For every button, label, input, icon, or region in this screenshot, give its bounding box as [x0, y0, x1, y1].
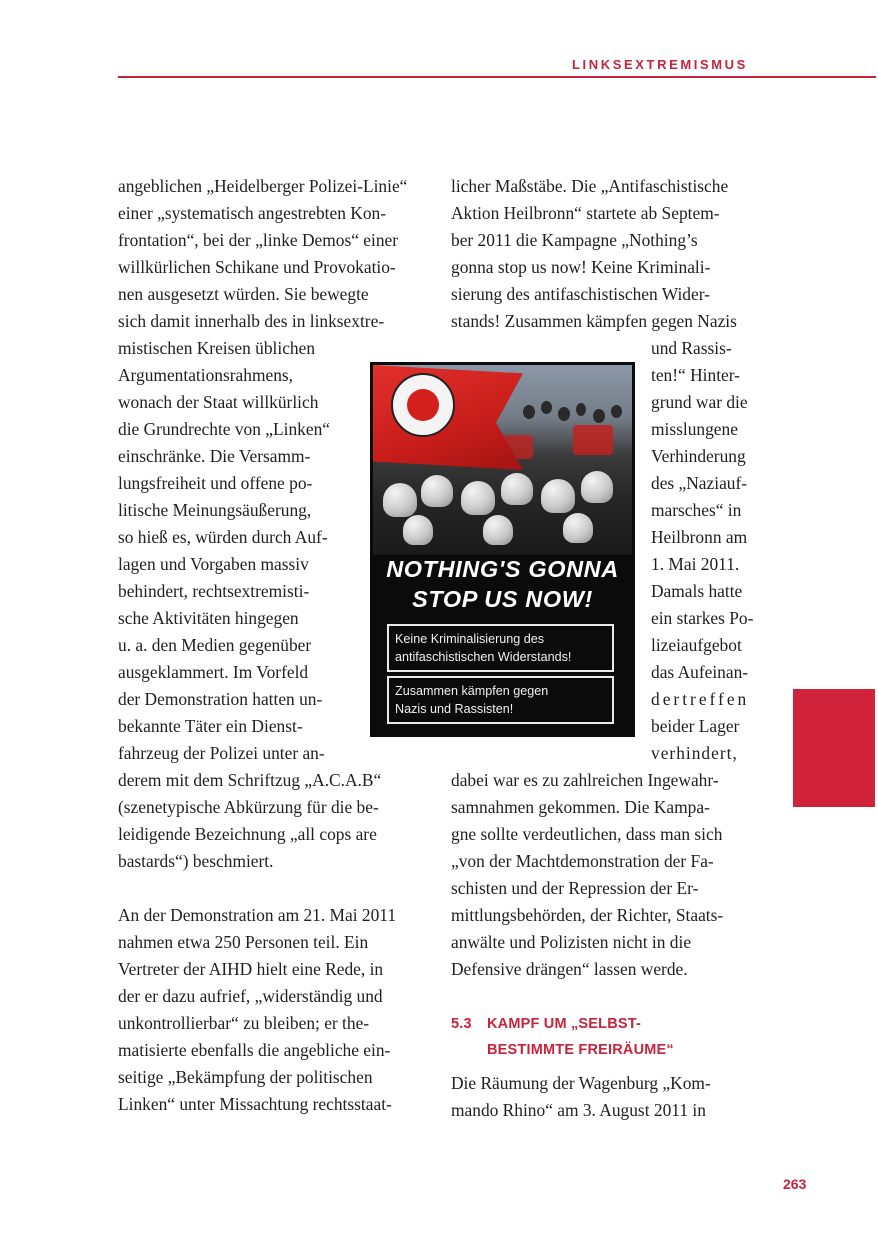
body-line: Vertreter der AIHD hielt eine Rede, in [118, 959, 384, 979]
section-heading-line: KAMPF UM „SELBST- [487, 1016, 642, 1032]
poster-photo [373, 365, 632, 555]
body-line: und Rassis- [651, 338, 732, 358]
body-line: Damals hatte [651, 581, 743, 601]
header-rule [118, 76, 876, 78]
body-line: anwälte und Polizisten nicht in die [451, 932, 692, 952]
body-line: angeblichen „Heidelberger Polizei-Linie“ [118, 176, 408, 196]
body-line: die Grundrechte von „Linken“ [118, 419, 330, 439]
body-line: licher Maßstäbe. Die „Antifaschistische [451, 176, 729, 196]
body-line: einer „systematisch angestrebten Kon- [118, 203, 387, 223]
body-line: der Demonstration hatten un- [118, 689, 323, 709]
section-heading-number: 5.3 [451, 1016, 472, 1032]
body-line: fahrzeug der Polizei unter an- [118, 743, 325, 763]
chapter-tab-marker [793, 689, 875, 807]
body-line: gonna stop us now! Keine Kriminali- [451, 257, 711, 277]
body-line: das Aufeinan- [651, 662, 749, 682]
body-line: bastards“) beschmiert. [118, 851, 274, 871]
body-line: lizeiaufgebot [651, 635, 742, 655]
body-line: des „Naziauf- [651, 473, 748, 493]
body-line: ein starkes Po- [651, 608, 754, 628]
body-line: wonach der Staat willkürlich [118, 392, 319, 412]
body-line: ausgeklammert. Im Vorfeld [118, 662, 309, 682]
body-line: marsches“ in [651, 500, 742, 520]
body-line: leidigende Bezeichnung „all cops are [118, 824, 377, 844]
body-line: ten!“ Hinter- [651, 365, 740, 385]
body-line: beider Lager [651, 716, 740, 736]
body-line: Die Räumung der Wagenburg „Kom- [451, 1073, 711, 1093]
body-line: Linken“ unter Missachtung rechtsstaat- [118, 1094, 392, 1114]
body-line: Aktion Heilbronn“ startete ab Septem- [451, 203, 720, 223]
body-line: samnahmen gekommen. Die Kampa- [451, 797, 710, 817]
body-line: schisten und der Repression der Er- [451, 878, 699, 898]
body-line: sche Aktivitäten hingegen [118, 608, 299, 628]
body-line: behindert, rechtsextremisti- [118, 581, 310, 601]
body-line: seitige „Bekämpfung der politischen [118, 1067, 373, 1087]
body-line: bekannte Täter ein Dienst- [118, 716, 303, 736]
poster-slogan-line: NOTHING'S GONNA [386, 556, 619, 582]
body-line: der er dazu aufrief, „widerständig und [118, 986, 383, 1006]
body-line: lagen und Vorgaben massiv [118, 554, 309, 574]
body-line: sierung des antifaschistischen Wider- [451, 284, 710, 304]
body-line: An der Demonstration am 21. Mai 2011 [118, 905, 397, 925]
poster-box-line: Keine Kriminalisierung des [395, 632, 545, 646]
body-line: litische Meinungsäußerung, [118, 500, 312, 520]
body-line: willkürlichen Schikane und Provokatio- [118, 257, 396, 277]
body-line: stands! Zusammen kämpfen gegen Nazis [451, 311, 737, 331]
page-number: 263 [783, 1176, 807, 1192]
body-line: (szenetypische Abkürzung für die be- [118, 797, 379, 817]
body-line: dertreffen [651, 689, 750, 709]
body-line: lungsfreiheit und offene po- [118, 473, 313, 493]
body-line: frontation“, bei der „linke Demos“ einer [118, 230, 399, 250]
poster-box-line: Zusammen kämpfen gegen [395, 684, 549, 698]
body-line: einschränke. Die Versamm- [118, 446, 311, 466]
poster-box-line: antifaschistischen Widerstands! [395, 650, 572, 664]
campaign-poster-image [370, 362, 635, 737]
body-line: Defensive drängen“ lassen werde. [451, 959, 688, 979]
body-line: Heilbronn am [651, 527, 748, 547]
poster-text-box [387, 676, 614, 724]
body-line: verhindert, [651, 743, 738, 763]
body-line: u. a. den Medien gegenüber [118, 635, 312, 655]
antifa-logo-icon [391, 373, 455, 437]
body-line: 1. Mai 2011. [651, 554, 740, 574]
body-line: „von der Machtdemonstration der Fa- [451, 851, 714, 871]
running-head-section-title: LINKSEXTREMISMUS [572, 57, 748, 72]
body-line: grund war die [651, 392, 748, 412]
body-line: matisierte ebenfalls die angebliche ein- [118, 1040, 391, 1060]
body-line: ber 2011 die Kampagne „Nothing’s [451, 230, 698, 250]
body-line: mistischen Kreisen üblichen [118, 338, 316, 358]
body-line: derem mit dem Schriftzug „A.C.A.B“ [118, 770, 382, 790]
body-line: sich damit innerhalb des in linksextre- [118, 311, 385, 331]
body-line: Argumentationsrahmens, [118, 365, 294, 385]
body-line: nen ausgesetzt würden. Sie bewegte [118, 284, 369, 304]
poster-text-box [387, 624, 614, 672]
body-line: gne sollte verdeutlichen, dass man sich [451, 824, 723, 844]
body-line: mando Rhino“ am 3. August 2011 in [451, 1100, 706, 1120]
body-line: unkontrollierbar“ zu bleiben; er the- [118, 1013, 370, 1033]
body-line: so hieß es, würden durch Auf- [118, 527, 328, 547]
body-line: misslungene [651, 419, 738, 439]
body-line: nahmen etwa 250 Personen teil. Ein [118, 932, 369, 952]
section-heading-line: BESTIMMTE FREIRÄUME“ [487, 1042, 674, 1058]
body-line: Verhinderung [651, 446, 746, 466]
poster-box-line: Nazis und Rassisten! [395, 702, 514, 716]
body-line: mittlungsbehörden, der Richter, Staats- [451, 905, 724, 925]
poster-slogan-line: STOP US NOW! [412, 586, 593, 612]
body-line: dabei war es zu zahlreichen Ingewahr- [451, 770, 719, 790]
